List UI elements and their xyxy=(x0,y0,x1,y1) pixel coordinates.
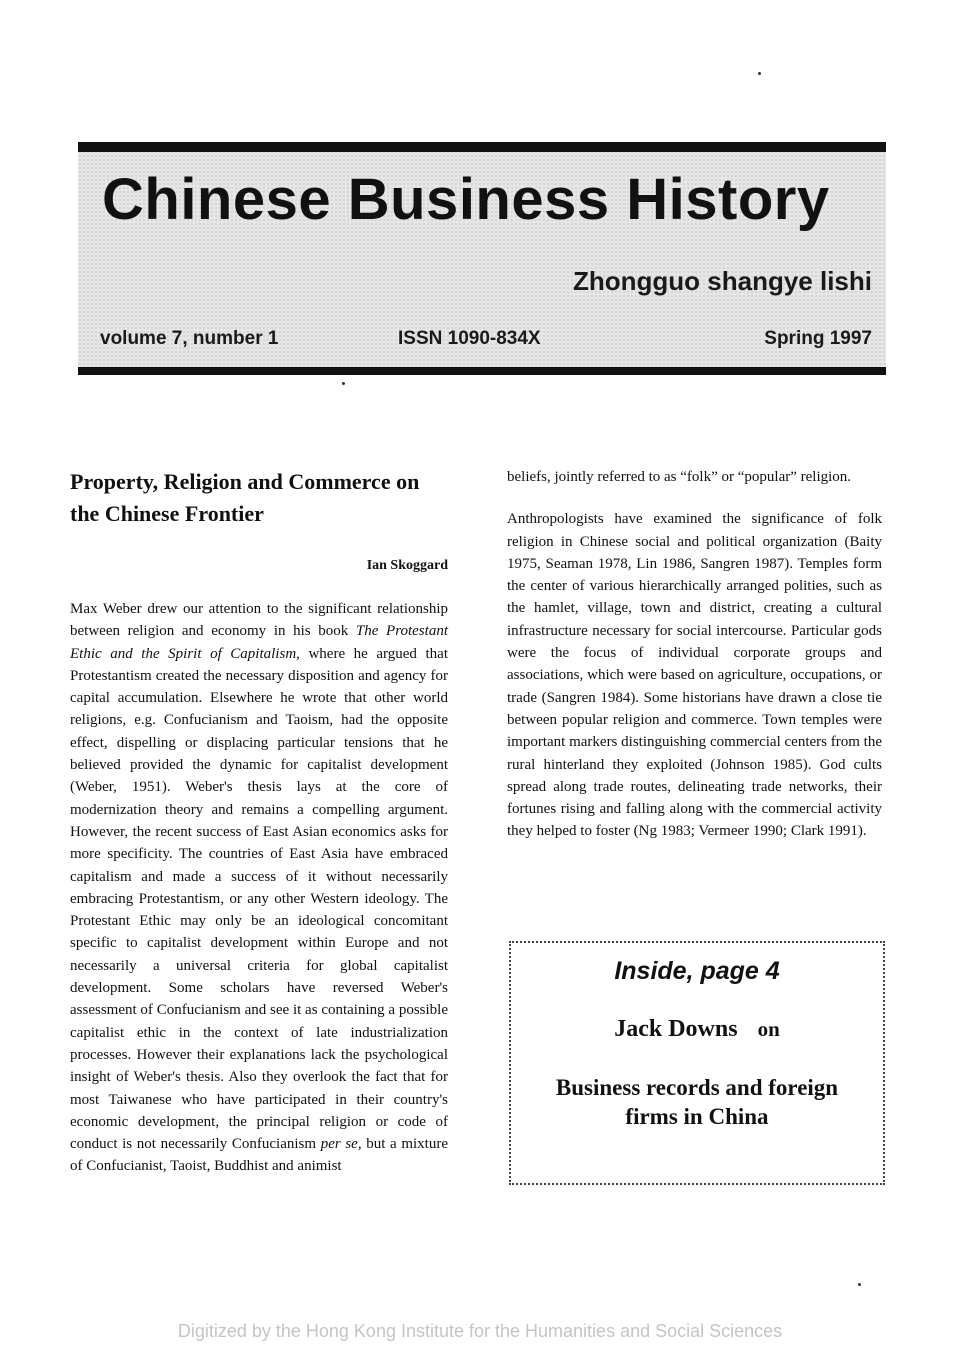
body-text-span: where he argued that Protestantism created the necessary disposition and agency for capital accumulation. Elsewhere he wrote that other world religions, e.g. Confucianism and Taoism, had the opposite effect, dispelling or displacing particular tensions that he believed provided the dynamic for capitalist development (Weber, 1951). Weber's thesis lays at the core of modernization theory and remains a compelling argument. However, the recent success of East Asian economics asks for more specificity. The countries of East Asia have embraced capitalism and made a success of it without necessarily embracing Protestantism, or any other Western ideology. The Protestant Ethic may only be an ideological concomitant specific to capitalist development within Europe and not necessarily a universal criteria for global capitalist development. Some scholars have reversed Weber's assessment of Confucianism and see it as containing a possible capitalist ethic in the context of late industrialization processes. However their explanations lack the psychological insight of Weber's thesis. Also they overlook the fact that for most Taiwanese who have participated in their country's economic development, the principal religion or code of conduct is not necessarily Confucianism xyxy=(70,645,448,1153)
inside-author: Jack Downs xyxy=(614,1016,738,1042)
inside-author-line xyxy=(511,1016,883,1043)
inside-heading: Inside, page 4 xyxy=(614,957,780,985)
masthead-top-rule xyxy=(78,142,886,152)
masthead-bottom-rule xyxy=(78,367,886,375)
article-column-right xyxy=(507,466,882,843)
inside-on-word: on xyxy=(757,1017,780,1041)
issn: ISSN 1090-834X xyxy=(398,328,541,349)
masthead xyxy=(78,142,886,375)
inside-topic: Business records and foreign firms in China xyxy=(555,1075,839,1129)
article-body-paragraph: Anthropologists have examined the significance of folk religion in Chinese social and political organization (Baity 1975, Seaman 1978, Lin 1986, Sangren 1987). Temples form the center of various hierarchically arranged polities, such as the hamlet, village, town and district, creating a cultural infrastructure necessary for social intercourse. Particular gods were the focus of individual corporate groups and associations, which were based on agriculture, occupations, or trade (Sangren 1984). Some historians have drawn a close tie between popular religion and commerce. Town temples were important markers distinguishing commercial centers from the rural hinterland they exploited (Johnson 1985). God cults spread along trade routes, delineating trade networks, their fortunes rising and falling along with the commercial activity they helped to foster (Ng 1983; Vermeer 1990; Clark 1991). xyxy=(507,511,882,840)
journal-subtitle: Zhongguo shangye lishi xyxy=(573,266,872,296)
book-title: The Protestant Ethic and the Spirit of Capitalism, xyxy=(70,623,448,662)
scan-speck xyxy=(858,1283,861,1286)
article-column-left xyxy=(70,466,448,1178)
body-text-span: but a mixture of Confucianist, Taoist, Buddhist and animist xyxy=(70,1136,449,1175)
digitization-footer: Digitized by the Hong Kong Institute for the Humanities and Social Sciences xyxy=(177,1321,783,1341)
volume-number: volume 7, number 1 xyxy=(100,328,279,349)
article-body-paragraph xyxy=(70,598,448,1178)
body-text-span: Max Weber drew our attention to the significant relationship between religion and economy in his book xyxy=(70,601,448,640)
article-title: Property, Religion and Commerce on the Chinese Frontier xyxy=(70,469,420,526)
article-author: Ian Skoggard xyxy=(366,558,448,573)
issue-season: Spring 1997 xyxy=(764,328,872,349)
journal-title: Chinese Business History xyxy=(102,167,830,232)
article-body-paragraph: beliefs, jointly referred to as “folk” or “popular” religion. xyxy=(507,469,852,485)
per-se-italic: per se, xyxy=(320,1136,362,1153)
scan-speck xyxy=(342,382,345,385)
scan-speck xyxy=(758,72,761,75)
inside-feature-box xyxy=(509,941,885,1185)
